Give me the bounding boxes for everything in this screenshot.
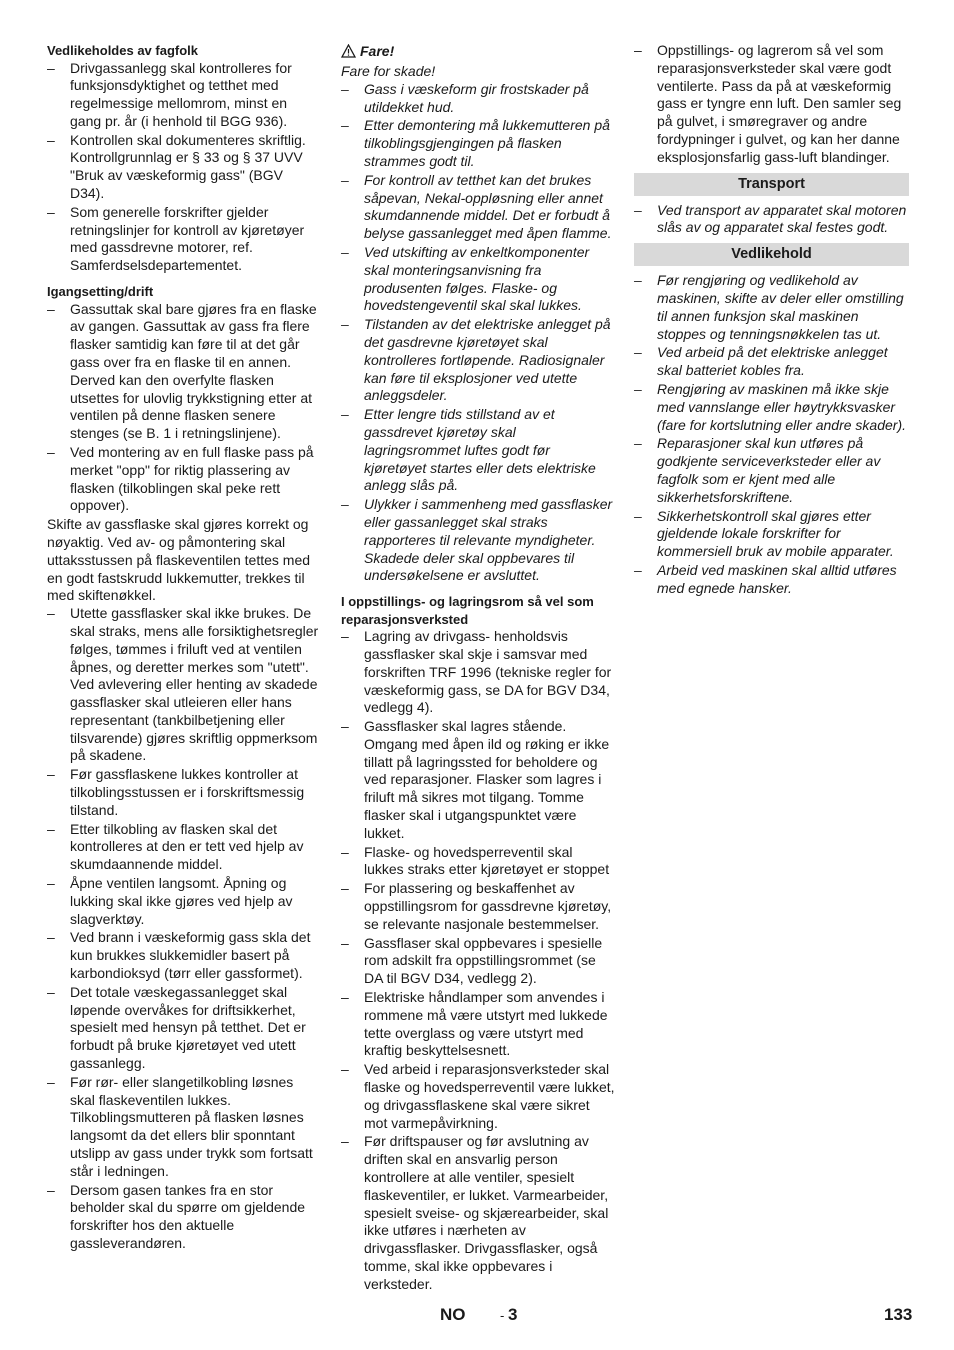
list-item: [634, 435, 909, 506]
list-item: [341, 1061, 616, 1132]
list-item: [341, 989, 616, 1060]
list-item: [47, 875, 321, 928]
list-item: [341, 628, 616, 717]
bullet-list: [47, 301, 321, 516]
section-band-maintenance: Vedlikehold: [634, 243, 909, 266]
list-item: [47, 929, 321, 982]
list-item: [47, 766, 321, 819]
dash-bullet: –: [341, 989, 349, 1006]
section-title: I oppstillings- og lagringsrom så vel som reparasjonsverksted: [341, 594, 594, 627]
list-item-text: Lagring av drivgass- henholdsvis gassflasker skal skje i samsvar med forskriften TRF 1996 (tekniske regler for væskeformig gass, se DA for BGV D34, vedlegg 4).: [364, 628, 612, 716]
list-item: [47, 1074, 321, 1181]
list-item-text: Ulykker i sammenheng med gassflasker eller gassanlegget skal straks rapporteres til relevante myndigheter. Skadede deler skal oppbevares til undersøkelsene er avsluttet.: [364, 496, 613, 584]
list-item-text: Reparasjoner skal kun utføres på godkjente serviceverksteder eller av fagfolk som er kjent med alle sikkerhetsforskriftene.: [657, 435, 881, 505]
list-item-text: Tilstanden av det elektriske anlegget på det gasdrevne kjøretøyet skal kontrolleres fortløpende. Radiosignaler kan føre til eksplosjoner ved utette anleggsdeler.: [364, 316, 611, 404]
dash-bullet: –: [634, 435, 642, 452]
dash-bullet: –: [47, 1073, 55, 1090]
dash-bullet: –: [47, 443, 55, 460]
list-item: [341, 718, 616, 843]
list-item: [47, 60, 321, 131]
list-item: [341, 844, 616, 880]
list-item-text: Oppstillings- og lagrerom så vel som reparasjonsverksteder skal være godt ventilerte. Pass da på at væskeformig gass er tyngre enn luft. Den samler seg på gulvet, i smøregraver og andre fordypninger i gulvet, og kan her danne eksplosjonsfarlig gass-luft blandinger.: [657, 42, 902, 165]
list-item: [341, 1133, 616, 1293]
list-item: [47, 984, 321, 1073]
warning-triangle-icon: [341, 44, 356, 58]
dash-bullet: –: [341, 406, 349, 423]
warning-list: [341, 81, 616, 585]
paragraph: Skifte av gassflaske skal gjøres korrekt og nøyaktig. Ved av- og påmontering skal uttaksstussen på flaskeventilen tettes med en godt fastskrudd lukkemutter, trekkes til med skiftenøkkel.: [47, 516, 311, 604]
list-item-text: Ved utskifting av enkeltkomponenter skal monteringsanvisning fra produsenten følges. Flaske- og hovedstengeventil skal skal lukkes.: [364, 243, 590, 314]
list-item-text: Elektriske håndlamper som anvendes i rommene må være utstyrt med lukkede tette overglass og være utstyrt med kraftig beskyttelsesnett.: [364, 989, 608, 1059]
bullet-list: [47, 605, 321, 1253]
list-item-text: Etter lengre tids stillstand av et gassdrevet kjøretøy skal lagringsrommet luftes godt før kjøretøyet startes eller dets elektriske anlegg slås på.: [364, 406, 596, 494]
list-item-text: Gassuttak skal bare gjøres fra en flaske av gangen. Gassuttak av gass fra flere flasker samtidig kan føre til at det går gass over fra en flaske til en annen. Derved kan den overfylte flasken utsettes for ulovlig trykkstigning etter at ventilen på denne flasken senere stenges (se B. 1 i retningslinjene).: [70, 300, 317, 442]
list-item-text: Utette gassflasker skal ikke brukes. De skal straks, mens alle forsiktighetsregler følges, tømmes i friluft ved at ventilen åpnes, og deretter merkes som "utett". Ved avlevering eller henting av skadede gassflasker skal utleieren eller hans representant (tankbilbetjening eller tilsvarende) gjøres skriftlig oppmerksom på skadene.: [70, 605, 319, 764]
dash-bullet: –: [341, 171, 349, 188]
bullet-list: [634, 42, 909, 167]
list-item-text: Før rør- eller slangetilkobling løsnes skal flaskeventilen lukkes. Tilkoblingsmutteren på flasken løsnes langsomt da det ellers blir sponntant utslipp av gass under trykk som fortsatt står i ledningen.: [70, 1073, 313, 1179]
list-item: [341, 935, 616, 988]
footer-local-page: [500, 1305, 517, 1325]
dash-bullet: –: [341, 843, 349, 860]
list-item-text: Sikkerhetskontroll skal gjøres etter gjeldende lokale forskrifter for kommersiell bruk av mobile apparater.: [657, 507, 894, 560]
dash-bullet: –: [47, 59, 55, 76]
dash-bullet: –: [47, 1181, 55, 1198]
list-item: [341, 880, 616, 933]
column-middle: [341, 42, 616, 1295]
footer-language: NO: [440, 1305, 466, 1324]
list-item: [47, 444, 321, 515]
list-item: [47, 132, 321, 203]
dash-bullet: –: [341, 496, 349, 513]
dash-bullet: –: [634, 272, 642, 289]
maintenance-list: [634, 272, 909, 597]
list-item-text: Gass i væskeform gir frostskader på utildekket hud.: [364, 80, 589, 115]
list-item-text: Drivgassanlegg skal kontrolleres for funksjonsdyktighet og tetthet med regelmessige mellomrom, minst en gang pr. år (i henhold til BGG 936).: [70, 59, 292, 129]
section-title: Vedlikeholdes av fagfolk: [47, 43, 198, 58]
bullet-list: [341, 628, 616, 1293]
list-item: [341, 81, 616, 117]
dash-bullet: –: [634, 201, 642, 218]
list-item-text: Etter demontering må lukkemutteren på tilkoblingsgjengingen på flasken strammes godt til.: [364, 117, 610, 169]
dash-bullet: –: [47, 605, 55, 622]
footer-page-number: 133: [884, 1305, 913, 1324]
list-item-text: For plassering og beskaffenhet av oppstillingsrom for gassdrevne kjøretøy, se relevante nasjonale bestemmelser.: [364, 880, 612, 932]
dash-bullet: –: [47, 203, 55, 220]
list-item-text: Det totale væskegassanlegget skal løpende overvåkes for driftsikkerhet, spesielt med hensyn på tetthet. Det er forbudt på bruke kjøretøyet ved utett gassanlegg.: [70, 983, 306, 1072]
list-item-text: Gassflasker skal lagres stående. Omgang med åpen ild og røking er ikke tillatt på lagringssted for beholdere og ved reparasjoner. Flasker som lagres i friluft må sikres mot tilgang. Tomme flasker skal i utgangspunktet være lukket.: [364, 718, 610, 841]
dash-bullet: –: [341, 628, 349, 645]
list-item-text: Ved brann i væskeformig gass skla det kun brukkes slukkemidler basert på karbondioksyd (tørr eller gassformet).: [70, 929, 311, 982]
dash-bullet: –: [341, 880, 349, 897]
dash-bullet: –: [47, 875, 55, 892]
list-item: [634, 508, 909, 561]
dash-bullet: –: [47, 300, 55, 317]
list-item-text: Etter tilkobling av flasken skal det kontrolleres at den er tett ved hjelp av skumdaannende middel.: [70, 820, 304, 873]
dash-bullet: –: [341, 718, 349, 735]
dash-bullet: –: [47, 820, 55, 837]
dash-bullet: –: [634, 561, 642, 578]
dash-bullet: –: [634, 507, 642, 524]
dash-bullet: –: [47, 983, 55, 1000]
list-item-text: Dersom gasen tankes fra en stor beholder skal du spørre om gjeldende forskrifter hos den aktuelle gassleverandøren.: [70, 1181, 306, 1251]
list-item-text: Kontrollen skal dokumenteres skriftlig. Kontrollgrunnlag er § 33 og § 37 UVV "Bruk av væskeformig gass" (BGV D34).: [70, 131, 306, 202]
list-item: [634, 381, 909, 434]
dash-bullet: –: [634, 344, 642, 361]
list-item-text: Arbeid ved maskinen skal alltid utføres med egnede hansker.: [657, 561, 897, 596]
list-item-text: Som generelle forskrifter gjelder retningslinjer for kontroll av kjøretøyer med gassdrevne motorer, ref. Samferdselsdepartementet.: [70, 203, 305, 274]
list-item: [47, 821, 321, 874]
list-item-text: Ved montering av en full flaske pass på merket "opp" for riktig plassering av flasken (tilkoblingen skal peke rett oppover).: [70, 443, 314, 514]
dash-bullet: –: [47, 929, 55, 946]
list-item: [341, 172, 616, 243]
list-item-text: For kontroll av tetthet kan det brukes såpevan, Nekal-oppløsning eller annet skumdannende middel. Det er forbudt å belyse gassanlegget med åpen flamme.: [364, 171, 612, 242]
list-item: [47, 605, 321, 765]
list-item-text: Ved arbeid på det elektriske anlegget skal batteriet kobles fra.: [657, 344, 888, 379]
dash-bullet: –: [341, 1133, 349, 1150]
dash-bullet: –: [341, 243, 349, 260]
list-item: [634, 202, 909, 238]
list-item: [634, 344, 909, 380]
list-item: [47, 204, 321, 275]
dash-bullet: –: [47, 766, 55, 783]
bullet-list: [47, 60, 321, 276]
dash-bullet: –: [341, 316, 349, 333]
section-band-transport: Transport: [634, 173, 909, 196]
list-item-text: Før gassflaskene lukkes kontroller at tilkoblingsstussen er i forskriftsmessig tilstand.: [70, 766, 305, 818]
list-item: [47, 1182, 321, 1253]
warning-title: Fare!: [360, 43, 395, 59]
warning-heading: [341, 42, 616, 60]
footer-page-prefix: -: [500, 1308, 508, 1323]
list-item-text: Før rengjøring og vedlikehold av maskinen, skifte av deler eller omstilling til annen funksjon skal maskinen stoppes og tenningsnøkkelen tas ut.: [657, 272, 904, 342]
list-item: [341, 316, 616, 405]
footer-page-local: 3: [507, 1305, 518, 1324]
list-item: [47, 301, 321, 443]
dash-bullet: –: [341, 80, 349, 97]
list-item: [634, 42, 909, 167]
list-item-text: Gassflaser skal oppbevares i spesielle rom adskilt fra oppstillingsrommet (se DA til BGV D34, vedlegg 2).: [364, 934, 603, 987]
list-item: [634, 562, 909, 598]
column-right: [634, 42, 909, 599]
dash-bullet: –: [634, 380, 642, 397]
warning-subtitle: Fare for skade!: [341, 63, 436, 79]
column-left: [47, 42, 321, 1254]
list-item-text: Ved arbeid i reparasjonsverksteder skal flaske og hovedsperreventil være lukket, og drivgassflaskene skal være sikret mot varmepåvirkning.: [364, 1061, 615, 1131]
dash-bullet: –: [341, 1061, 349, 1078]
list-item: [341, 244, 616, 315]
list-item-text: Åpne ventilen langsomt. Åpning og lukking skal ikke gjøres ved hjelp av slagverktøy.: [70, 875, 293, 927]
dash-bullet: –: [634, 42, 642, 58]
list-item-text: Før driftspauser og før avslutning av driften skal en ansvarlig person kontrollere at alle ventiler, spesielt flaskeventiler, er lukket. Varmearbeider, spesielt sveise- og skjærearbeider, skal ikke utføres i nærheten av drivgassflasker. Drivgassflasker, også tomme, skal ikke oppbevares i verksteder.: [364, 1133, 609, 1292]
list-item: [634, 272, 909, 343]
list-item: [341, 117, 616, 170]
list-item: [341, 406, 616, 495]
list-item: [341, 496, 616, 585]
dash-bullet: –: [47, 131, 55, 148]
list-item-text: Rengjøring av maskinen må ikke skje med vannslange eller høytrykksvasker (fare for kortslutning eller andre skader).: [657, 380, 906, 433]
section-title: Igangsetting/drift: [47, 284, 154, 300]
transport-list: [634, 202, 909, 238]
list-item-text: Flaske- og hovedsperreventil skal lukkes straks etter kjøretøyet er stoppet: [364, 843, 610, 878]
dash-bullet: –: [341, 934, 349, 951]
dash-bullet: –: [341, 117, 349, 134]
list-item-text: Ved transport av apparatet skal motoren slås av og apparatet skal festes godt.: [657, 201, 907, 236]
